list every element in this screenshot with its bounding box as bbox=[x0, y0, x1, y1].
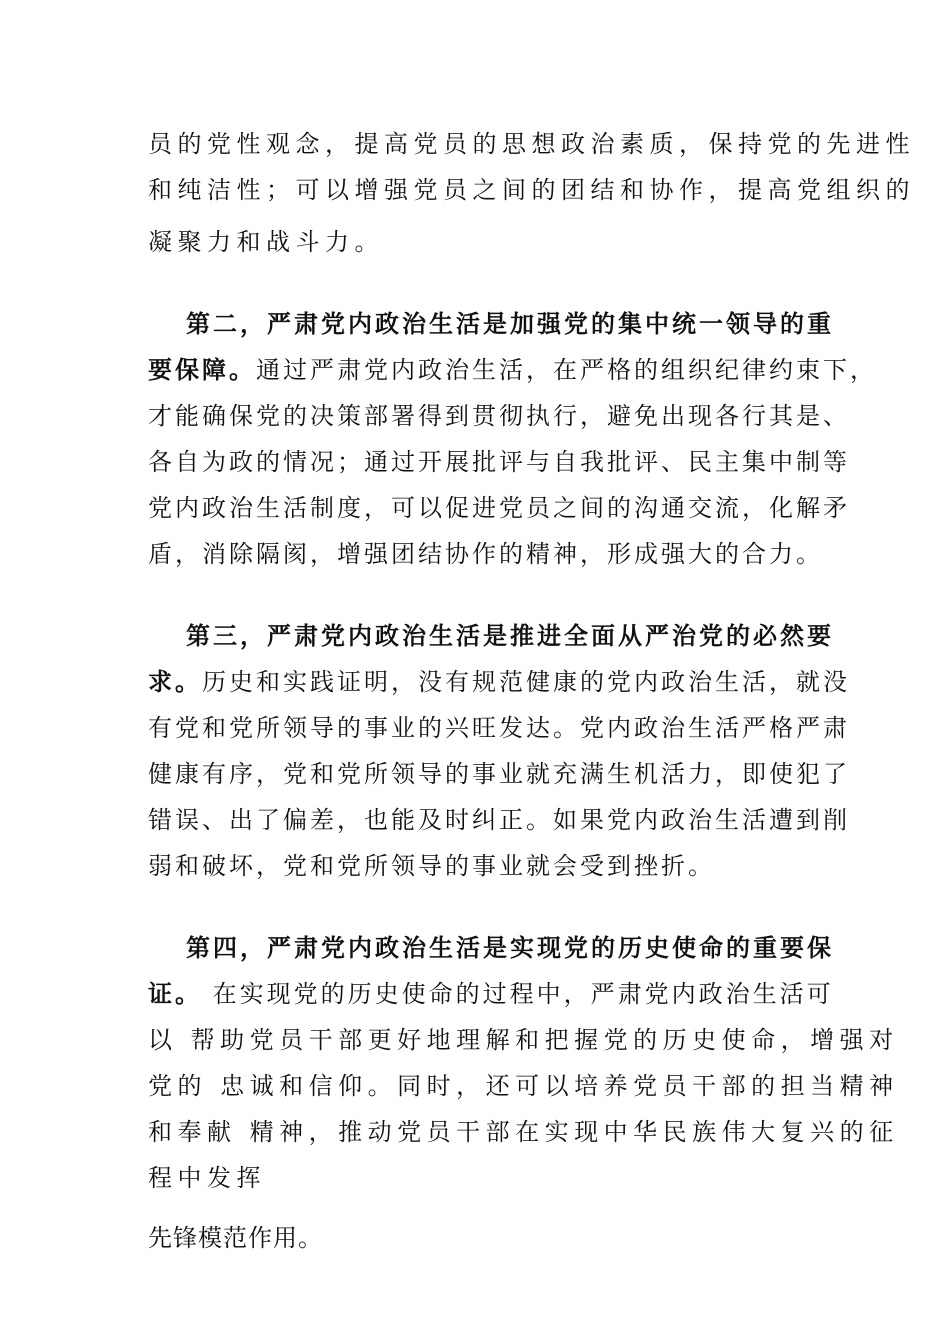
paragraph-4-line-3: 以 帮助党员干部更好地理解和把握党的历史使命，增强对 bbox=[148, 1026, 899, 1054]
paragraph-4-line-4: 党的 忠诚和信仰。同时，还可以培养党员干部的担当精神 bbox=[148, 1072, 899, 1100]
paragraph-2-line-4: 各自为政的情况；通过开展批评与自我批评、民主集中制等 bbox=[148, 448, 850, 476]
paragraph-4-line-2 bbox=[148, 978, 834, 1010]
paragraph-4-heading-line-2: 证。 bbox=[148, 979, 202, 1008]
paragraph-3-line-2 bbox=[148, 666, 850, 698]
paragraph-4-last-line: 先锋模范作用。 bbox=[148, 1224, 323, 1252]
paragraph-4-line-2-text: 在实现党的历史使命的过程中，严肃党内政治生活可 bbox=[202, 980, 834, 1008]
paragraph-4-line-5: 和奉献 精神，推动党员干部在实现中华民族伟大复兴的征 bbox=[148, 1118, 899, 1146]
paragraph-2-heading-line-2: 要保障。 bbox=[148, 355, 256, 384]
paragraph-3-line-2-text: 历史和实践证明，没有规范健康的党内政治生活，就没 bbox=[202, 668, 850, 696]
paragraph-2-line-2-text: 通过严肃党内政治生活，在严格的组织纪律约束下， bbox=[256, 356, 877, 384]
paragraph-2-line-3: 才能确保党的决策部署得到贯彻执行，避免出现各行其是、 bbox=[148, 402, 850, 430]
paragraph-intro-line-2: 和纯洁性；可以增强党员之间的团结和协作，提高党组织的 bbox=[148, 176, 915, 204]
paragraph-2-heading-line-1: 第二，严肃党内政治生活是加强党的集中统一领导的重 bbox=[186, 309, 834, 338]
paragraph-intro-line-1: 员的党性观念，提高党员的思想政治素质，保持党的先进性 bbox=[148, 130, 915, 158]
paragraph-3-heading-line-2: 求。 bbox=[148, 667, 202, 696]
paragraph-4-heading-line-1: 第四，严肃党内政治生活是实现党的历史使命的重要保 bbox=[186, 933, 834, 962]
paragraph-2-line-6: 盾，消除隔阂，增强团结协作的精神，形成强大的合力。 bbox=[148, 540, 823, 568]
paragraph-4-line-6: 程中发挥 bbox=[148, 1164, 266, 1192]
paragraph-intro-line-3: 凝聚力和战斗力。 bbox=[148, 228, 384, 256]
paragraph-3-heading-line-1: 第三，严肃党内政治生活是推进全面从严治党的必然要 bbox=[186, 621, 834, 650]
paragraph-2-line-2 bbox=[148, 354, 877, 386]
paragraph-3-line-5: 错误、出了偏差，也能及时纠正。如果党内政治生活遭到削 bbox=[148, 806, 850, 834]
paragraph-3-line-4: 健康有序，党和党所领导的事业就充满生机活力，即使犯了 bbox=[148, 760, 850, 788]
paragraph-3-line-6: 弱和破坏，党和党所领导的事业就会受到挫折。 bbox=[148, 852, 715, 880]
paragraph-2-line-5: 党内政治生活制度，可以促进党员之间的沟通交流，化解矛 bbox=[148, 494, 850, 522]
paragraph-3-line-3: 有党和党所领导的事业的兴旺发达。党内政治生活严格严肃 bbox=[148, 714, 850, 742]
